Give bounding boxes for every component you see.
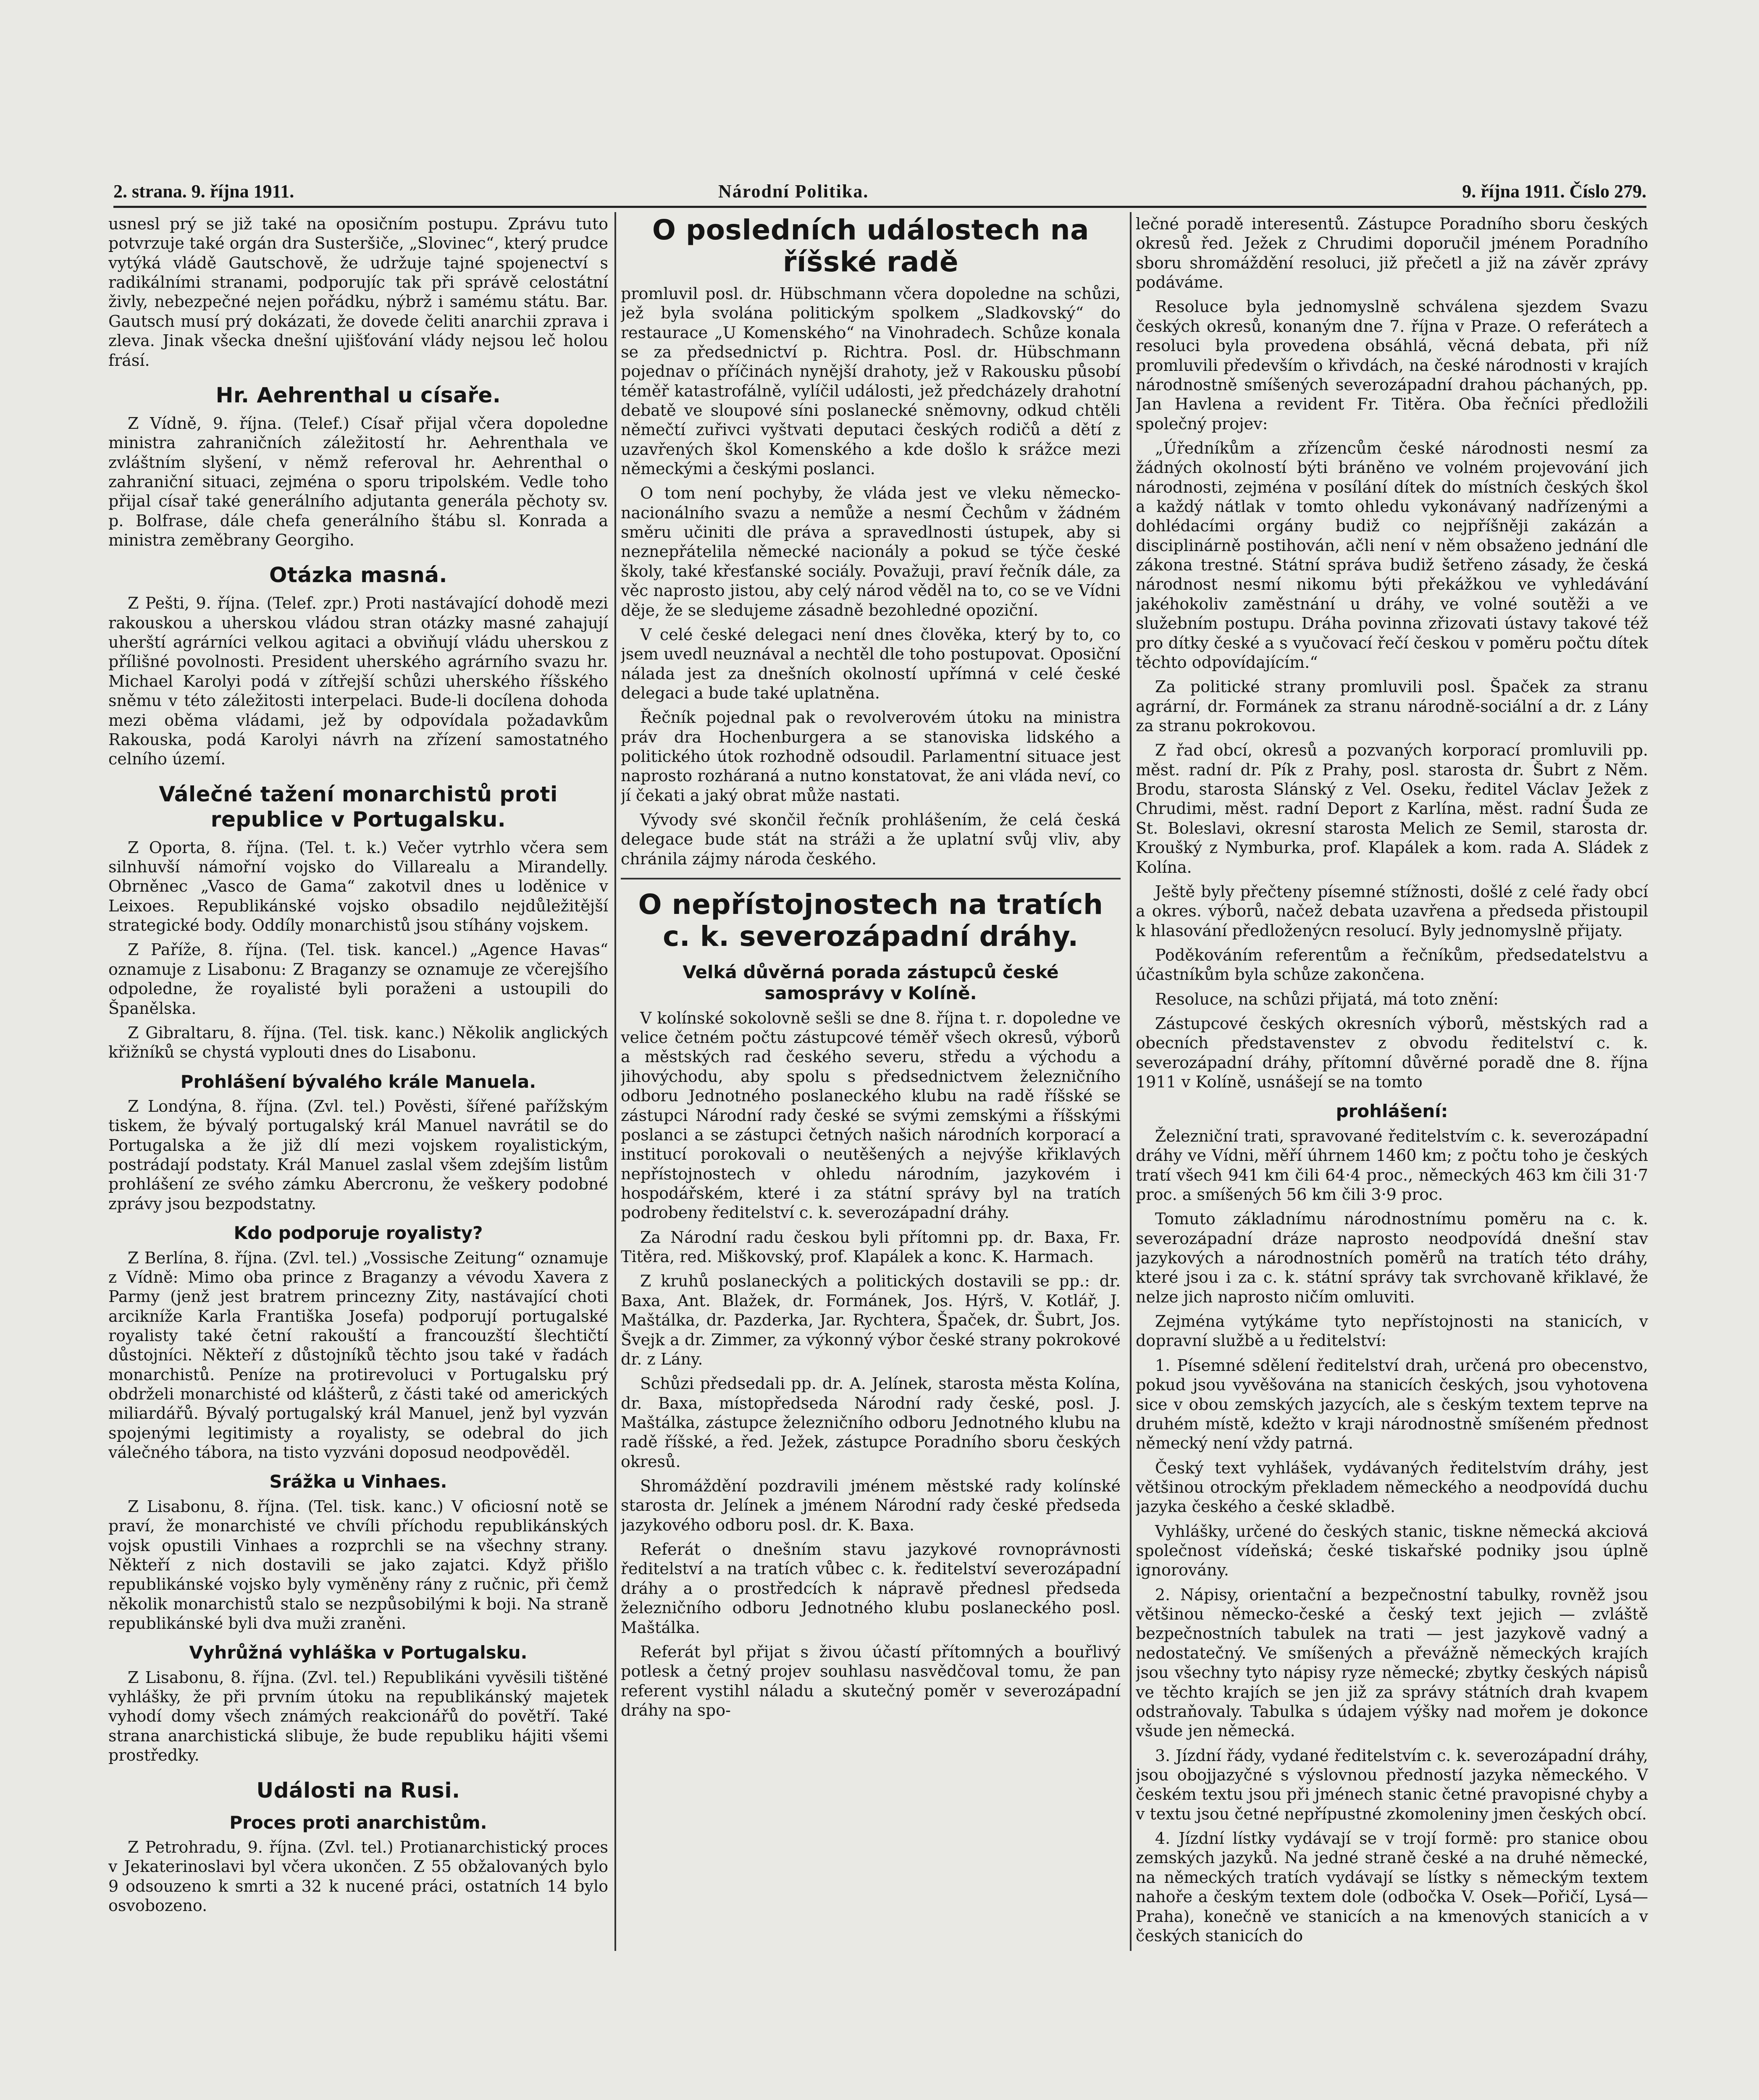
article-paragraph: Vyhlášky, určené do českých stanic, tiskne německá akciová společnost vídeňská; české tiskařské podniky jsou úplně ignorovány. <box>1136 1522 1648 1580</box>
column-2 <box>621 214 1121 1957</box>
page-header <box>113 181 1646 208</box>
article-paragraph: Referát byl přijat s živou účastí přítomných a bouřlivý potlesk a četný projev souhlasu nasvědčoval tomu, že pan referent vystihl náladu a skutečný poměr v severozápadní dráhy na spo- <box>621 1642 1121 1719</box>
headline-rada: O posledních událostech na říšské radě <box>652 214 1090 278</box>
article-paragraph: „Úředníkům a zřízencům české národnosti nesmí za žádných okolností býti bráněno ve volném projevování jich národnosti, zejména v posílání dítek do místních českých škol a každý nátlak v tomto ohledu vykonávaný nadřízenými a dohlédacími orgány budiž co nejpříšněji zakázán a disciplinárně postihován, ačli není v něm obsaženo jednání dle zákona trestné. Státní správa budiž šetřeno zásady, že česká národnost nesmí nikomu býti překážkou ve vyhledávání jakéhokoliv zaměstnání u dráhy, ve volné soutěži a ve služebním postupu. Dráha povinna zřizovati ústavy takové též pro dítky české a s vyučovací řečí českou v poměru počtu dítek těchto odpovídajícím.“ <box>1136 438 1648 672</box>
article-paragraph: lečné poradě interesentů. Zástupce Poradního sboru českých okresů řed. Ježek z Chrudimi doporučil jménem Poradního sboru shromáždění resoluci, již přečetl a již na závěr zprávy podáváme. <box>1136 215 1648 292</box>
article-paragraph: Železniční trati, spravované ředitelstvím c. k. severozápadní dráhy ve Vídni, měří úhrnem 1460 km; z počtu toho je českých tratí všech 941 km čili 64·4 proc., německých 463 km čili 31·7 proc. a smíšených 56 km čili 3·9 proc. <box>1136 1126 1648 1204</box>
headline-rus: Události na Rusi. <box>256 1778 460 1803</box>
article-paragraph: Zejména vytýkáme tyto nepřístojnosti na stanicích, v dopravní službě a u ředitelství: <box>1136 1312 1648 1350</box>
article-paragraph: 4. Jízdní lístky vydávají se v trojí formě: pro stanice obou zemských jazyků. Na jedné straně české a na druhé německé, na německých tratích vydávají se lístky s německým textem nahoře a českým textem dole (odbočka V. Osek—Pořičí, Lysá—Praha), konečně ve stanicích a na kmenových stanicích a v českých stanicích do <box>1136 1829 1648 1945</box>
article-paragraph: Řečník pojednal pak o revolverovém útoku na ministra práv dra Hochenburgera a se stanoviska lidského a politického útok rozhodně odsoudil. Parlamentní situace jest naprosto rozháraná a nutno konstatovat, že ani vláda neví, co jí čekati a jaký obrat může nastati. <box>621 708 1121 805</box>
intro-paragraph: usnesl prý se již také na oposičním postupu. Zprávu tuto potvrzuje také orgán dra Susteršiče, „Slovinec“, který prudce vytýká vládě Gautschově, že udržuje tajné spojenectví s radikálními stranami, podporujíc tak při správě celostátní živly, nebezpečné nejen pořádku, nýbrž i samému státu. Bar. Gautsch musí prý dokázati, že dovede čeliti anarchii zprava i zleva. Jinak všecka dnešní ujišťování vlády nejsou leč holou frásí. <box>108 215 608 370</box>
subheadline-anarchists: Proces proti anarchistům. <box>229 1812 487 1833</box>
article-paragraph: Tomuto základnímu národnostnímu poměru na c. k. severozápadní dráze naprosto neodpovídá dnešní stav jazykových a národnostních poměrů na tratích této dráhy, které jsou i za c. k. státní správy tak svrchovaně křiklavé, že nelze jich naprosto ničím omluviti. <box>1136 1210 1648 1306</box>
headline-masna: Otázka masná. <box>269 563 448 588</box>
article-paragraph: O tom není pochyby, že vláda jest ve vleku německo-nacionálního svazu a nemůže a nesmí Čechům v žádném směru učiniti dle práva a spravedlnosti ústupek, aby si neznepřátelila německé nacionály a pokud se týče české školy, také křesťanské sociály. Považuji, praví řečník dále, za věc naprosto jistou, aby celý národ věděl na to, co se ve Vídni děje, že se sledujeme zásadně bezohledné opoziční. <box>621 484 1121 620</box>
headline-trate: O nepřístojnostech na tratích c. k. severozápadní dráhy. <box>638 888 1103 953</box>
article-paragraph: Z Oporta, 8. října. (Tel. t. k.) Večer vytrhlo včera sem silnhuvší námořní vojsko do Villarealu a Mirandelly. Obrněnec „Vasco de Gama“ zakotvil dnes u loděnice v Leixoes. Republikánské vojsko obsadilo nejdůležitější strategické body. Oddíly monarchistů jsou stíhány vojskem. <box>108 838 608 935</box>
article-paragraph: Resoluce byla jednomyslně schválena sjezdem Svazu českých okresů, konaným dne 7. října v Praze. O referátech a resoluci byla provedena obsáhlá, věcná debata, při níž promluvili především o křivdách, na české národnosti v krajích národnostně smíšených severozápadní drahou páchaných, pp. Jan Havlena a revident Fr. Titěra. Oba řečníci předložili společný projev: <box>1136 297 1648 433</box>
article-paragraph: Schůzi předsedali pp. dr. A. Jelínek, starosta města Kolína, dr. Baxa, místopředseda Národní rady české, posl. J. Maštálka, zástupce železničního odboru Jednotného klubu na radě říšské, a řed. Ježek, zástupce Poradního sboru českých okresů. <box>621 1374 1121 1471</box>
article-paragraph: Z řad obcí, okresů a pozvaných korporací promluvili pp. měst. radní dr. Pík z Prahy, posl. starosta dr. Šubrt z Něm. Brodu, starosta Slánský z Vel. Oseku, ředitel Václav Ježek z Chrudimi, měst. radní Deport z Karlína, měst. radní Šuda ze St. Boleslavi, okresní starosta Melich ze Semil, starosta dr. Kroušký z Nymburka, prof. Klapálek a kom. rada A. Sládek z Kolína. <box>1136 741 1648 877</box>
column-rule <box>614 212 616 1951</box>
article-paragraph: Z Petrohradu, 9. října. (Zvl. tel.) Protianarchistický proces v Jekaterinoslavi byl včera ukončen. Z 55 obžalovaných bylo 9 odsouzeno k smrti a 32 k nucené práci, ostatních 14 bylo osvobozeno. <box>108 1838 608 1915</box>
headline-portugal-war: Válečné tažení monarchistů proti republice v Portugalsku. <box>159 782 558 832</box>
article-paragraph: Ještě byly přečteny písemné stížnosti, došlé z celé řady obcí a okres. výborů, načež debata uzavřena a předseda přistoupil k hlasování předloženýcn resolucí. Byly jednomyslně přijaty. <box>1136 882 1648 940</box>
column-1 <box>108 214 608 1957</box>
article-paragraph: Z Paříže, 8. října. (Tel. tisk. kancel.) „Agence Havas“ oznamuje z Lisabonu: Z Braganzy se oznamuje ze včerejšího odpoledne, že royalisté byli poraženi a ustoupili do Španělska. <box>108 940 608 1018</box>
column-rule <box>1130 212 1132 1951</box>
article-paragraph: Z Berlína, 8. října. (Zvl. tel.) „Vossische Zeitung“ oznamuje z Vídně: Mimo oba prince z Braganzy a vévodu Xavera z Parmy (jenž jest bratrem princezny Zity, nastávající choti arcikníže Karla Františka Josefa) podporují portugalské royalisty také četní rakouští a francouzští šlechtičtí důstojníci. Někteří z důstojníků těchto jsou také v řadách monarchistů. Peníze na protirevoluci v Portugalsku prý obdrželi monarchisté od klášterů, z části také od amerických miliardářů. Bývalý portugalský král Manuel, jenž byl vyzván spojenými legitimisty a royalisty, se odebral do jich válečného tábora, na tisto vyzváni doposud neodpověděl. <box>108 1248 608 1462</box>
article-paragraph: 1. Písemné sdělení ředitelství drah, určená pro obecenstvo, pokud jsou vyvěšována na stanicích českých, jsou vyhotovena sice v obou zemských jazycích, ale s českým textem teprve na druhém místě, kdežto v kraji národnostně smíšeném přednost německý není vždy patrná. <box>1136 1356 1648 1453</box>
headline-aehrenthal: Hr. Aehrenthal u císaře. <box>215 383 501 407</box>
article-paragraph: V kolínské sokolovně sešli se dne 8. října t. r. dopoledne ve velice četném počtu zástupcové téměř všech okresů, výborů a městských rad českého severu, středu a východu a jihovýchodu, aby spolu s předsednictvem železničního odboru Jednotného poslaneckého klubu na radě říšské se zástupci Národní rady české se svými zemskými a říšskými poslanci a se zástupci četných našich národních korporací a institucí porokovali o neutěšených a nejvýše křiklavých nepřístojnostech v ohledu národním, jazykovém i hospodářském, které i za státní správy byl na tratích podrobeny ředitelství c. k. severozápadní dráhy. <box>621 1008 1121 1222</box>
subheadline-prohlaseni: prohlášení: <box>1336 1101 1448 1122</box>
article-paragraph: Shromáždění pozdravili jménem městské rady kolínské starosta dr. Jelínek a jménem Národní rady české předseda jazykového odboru posl. dr. K. Baxa. <box>621 1477 1121 1534</box>
header-right: 9. října 1911. Číslo 279. <box>1462 181 1646 202</box>
headline-vinhaes: Srážka u Vinhaes. <box>269 1471 447 1492</box>
article-paragraph: Z kruhů poslaneckých a politických dostavili se pp.: dr. Baxa, Ant. Blažek, dr. Formánek, Jos. Hýrš, V. Kotlář, J. Maštálka, dr. Pazderka, Jar. Rychtera, Špaček, dr. Šubrt, Jos. Švejk a dr. Zimmer, za výkonný výbor české strany pokrokové dr. z Lány. <box>621 1272 1121 1368</box>
article-paragraph: Za politické strany promluvili posl. Špaček za stranu agrární, dr. Formánek za stranu národně-sociální a dr. z Lány za stranu pokrokovou. <box>1136 677 1648 735</box>
article-paragraph: Z Lisabonu, 8. října. (Zvl. tel.) Republikáni vyvěsili tištěné vyhlášky, že při prvním útoku na republikánský majetek vyhodí domy všech známých reakcionářů do povětří. Také strana anarchistická slibuje, že bude republiku hájiti všemi prostředky. <box>108 1668 608 1765</box>
divider <box>621 878 1121 879</box>
headline-royalists: Kdo podporuje royalisty? <box>234 1223 483 1244</box>
article-paragraph: Vývody své skončil řečník prohlášením, že celá česká delegace bude stát na stráži a že uplatní svůj vliv, aby chránila zájmy národa českého. <box>621 811 1121 868</box>
article-paragraph: Z Vídně, 9. října. (Telef.) Císař přijal včera dopoledne ministra zahraničních záležitostí hr. Aehrenthala ve zvláštním slyšení, v němž referoval hr. Aehrenthal o zahraniční situaci, zejména o sporu tripolském. Vedle toho přijal císař také generálního adjutanta generála pěchoty sv. p. Bolfrase, dále chefa generálního štábu sl. Konrada a ministra zeměbrany Georgiho. <box>108 414 608 550</box>
article-paragraph: Referát o dnešním stavu jazykové rovnoprávnosti ředitelství a na tratích vůbec c. k. ředitelství severozápadní dráhy a o prostředcích k nápravě přednesl předseda železničního odboru Jednotného klubu poslaneckého posl. Maštálka. <box>621 1540 1121 1637</box>
article-paragraph: Poděkováním referentům a řečníkům, předsedatelstvu a účastníkům byla schůze zakončena. <box>1136 945 1648 984</box>
subheadline-porada: Velká důvěrná porada zástupců české samosprávy v Kolíně. <box>683 961 1059 1004</box>
article-paragraph: Z Gibraltaru, 8. října. (Tel. tisk. kanc.) Několik anglických křižníků se chystá vyplouti dnes do Lisabonu. <box>108 1023 608 1062</box>
masthead: Národní Politika. <box>718 181 869 202</box>
article-paragraph: Resoluce, na schůzi přijatá, má toto znění: <box>1155 990 1499 1008</box>
article-paragraph: Za Národní radu českou byli přítomni pp. dr. Baxa, Fr. Titěra, red. Miškovský, prof. Klapálek a konc. K. Harmach. <box>621 1228 1121 1266</box>
header-left: 2. strana. 9. října 1911. <box>113 181 294 202</box>
headline-manuel: Prohlášení bývalého krále Manuela. <box>180 1071 536 1092</box>
article-paragraph: Z Londýna, 8. října. (Zvl. tel.) Pověsti, šířené pařížským tiskem, že bývalý portugalský král Manuel navrátil se do Portugalska a že již dlí mezi vojskem royalistickým, postrádají podstaty. Král Manuel zaslal všem zdejším listům prohlášení ze svého zámku Abercronu, že veškery podobné zprávy jsou bezpodstatny. <box>108 1097 608 1213</box>
article-paragraph: Český text vyhlášek, vydávaných ředitelstvím dráhy, jest většinou otrockým překladem německého a neodpovídá duchu jazyka českého a české skladbě. <box>1136 1458 1648 1516</box>
article-paragraph: 2. Nápisy, orientační a bezpečnostní tabulky, rovněž jsou většinou německo-české a český text jejich — zvláště bezpečnostních tabulek na trati — jest jazykově vadný a nedostatečný. Ve smíšených a převážně německých krajích jsou všechny tyto nápisy ryze německé; zbytky českých nápisů ve těchto krajích se jen již za správy státních drah kvapem odstraňovaly. Tabulka s údajem výšky nad mořem je dokonce všude jen německá. <box>1136 1585 1648 1740</box>
article-paragraph: 3. Jízdní řády, vydané ředitelstvím c. k. severozápadní dráhy, jsou obojjazyčné s výslovnou předností jazyka německého. V českém textu jsou při jménech stanic četné pravopisné chyby a v textu jsou četné nepřípustné zkomoleniny jmen českých obcí. <box>1136 1746 1648 1823</box>
headline-vyhlaska: Vyhrůžná vyhláška v Portugalsku. <box>189 1642 528 1663</box>
article-paragraph: V celé české delegaci není dnes člověka, který by to, co jsem uvedl neuznával a nechtěl dle toho postupovat. Oposiční nálada jest za dnešních okolností upřímná v celé české delegaci a bude také uplatněna. <box>621 625 1121 702</box>
article-paragraph: Z Lisabonu, 8. října. (Tel. tisk. kanc.) V oficiosní notě se praví, že monarchisté ve chvíli příchodu republikánských vojsk opustili Vinhaes a rozprchli se na všechny strany. Někteří z nich dostavili se jako zajatci. Když přišlo republikánské vojsko byly vyměněny rány z ručnic, při čemž několik monarchistů stalo se nezpůsobilými k boji. Na straně republikánské byli dva muži zraněni. <box>108 1497 608 1633</box>
article-paragraph: Z Pešti, 9. října. (Telef. zpr.) Proti nastávající dohodě mezi rakouskou a uherskou vládou stran otázky masné zahajují uherští agrárníci velkou agitaci a obviňují vládu uherskou z přílišné povolnosti. President uherského agrárního svazu hr. Michael Karolyi podá v zítřejší schůzi uherského říšského sněmu v této záležitosti interpelaci. Bude-li docílena dohoda mezi oběma vládami, jež by odpovídala požadavkům Rakouska, podá Karolyi návrh na zřízení samostatného celního území. <box>108 594 608 769</box>
article-paragraph: promluvil posl. dr. Hübschmann včera dopoledne na schůzi, jež byla svolána politickým spolkem „Sladkovský“ do restaurace „U Komenského“ na Vinohradech. Schůze konala se za předsednictví p. Richtra. Posl. dr. Hübschmann pojednav o příčinách nynější drahoty, jež v Rakousku působí téměř katastrofálně, vylíčil události, jež předcházely drahotní debatě ve sloupové síni poslanecké sněmovny, odkud chtěli němečtí zuřivci vyštvati deputaci českých rodičů a dětí z uzavřených škol Komenského a kde došlo k srážce mezi německými a českými poslanci. <box>621 284 1121 478</box>
article-paragraph: Zástupcové českých okresních výborů, městských rad a obecních představenstev z obvodu ředitelství c. k. severozápadní dráhy, přítomní důvěrné poradě dne 8. října 1911 v Kolíně, usnášejí se na tomto <box>1136 1014 1648 1092</box>
column-3 <box>1136 214 1648 1957</box>
